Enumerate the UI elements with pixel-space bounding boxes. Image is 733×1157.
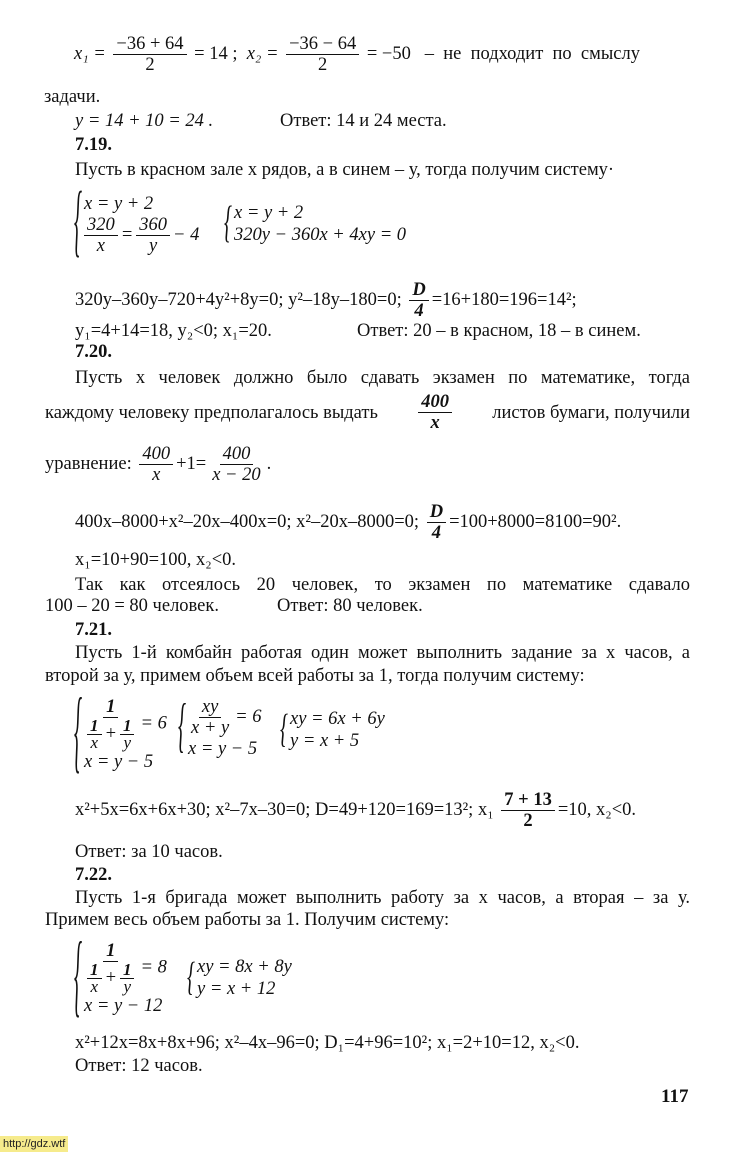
numerator: 7 + 13	[501, 790, 555, 811]
brace-icon: {	[74, 926, 82, 1028]
denominator: x	[430, 413, 440, 433]
numerator: 1	[87, 718, 102, 735]
numerator: 1	[87, 962, 102, 979]
calc-line	[75, 502, 621, 543]
denominator: x	[90, 977, 99, 996]
text: листов бумаги, получили	[492, 402, 690, 423]
numerator: 400	[418, 392, 452, 413]
equation: x = y − 5	[84, 752, 154, 772]
x1-label: x₁ =	[74, 43, 106, 64]
x2-label: x₂ =	[246, 43, 279, 64]
brace-icon: {	[74, 178, 82, 266]
numerator: −36 + 64	[113, 34, 186, 55]
denominator: x	[96, 235, 105, 256]
fraction	[286, 34, 359, 75]
equation: x = y − 5	[188, 738, 258, 759]
answer: Ответ: 14 и 24 места.	[280, 111, 447, 131]
denominator: y	[123, 733, 131, 752]
equation: 320y − 360x + 4xy = 0	[234, 225, 407, 245]
equation: x = y + 2	[234, 203, 304, 223]
calc-text: 400x–8000+x²–20x–400x=0; x²–20x–8000=0;	[75, 511, 420, 532]
equals: = 6	[140, 713, 167, 734]
calc-line: x²+12x=8x+8x+96; x²–4x–96=0; D₁=4+96=10²; x₁=2+10=12, x₂<0.	[75, 1033, 580, 1053]
remark: – не подходит по смыслу	[424, 43, 640, 64]
fraction	[113, 34, 186, 75]
denominator: 2	[318, 55, 328, 75]
equation	[188, 697, 262, 738]
brace-icon: {	[224, 198, 232, 248]
remark-continued: задачи.	[44, 87, 101, 107]
numerator: 360	[136, 215, 170, 236]
calc-line	[75, 280, 577, 321]
calc-text: 320y–360y–720+4y²+8y=0; y²–18y–180=0;	[75, 289, 402, 310]
denominator: x	[152, 465, 161, 485]
paragraph: 100 – 20 = 80 человек.	[45, 596, 220, 616]
equation-system	[74, 926, 167, 1028]
brace-icon: {	[178, 693, 186, 760]
equation	[84, 697, 167, 751]
plus: +	[104, 723, 117, 744]
equation-system	[224, 200, 406, 248]
calc-text: =16+180=196=14²;	[431, 289, 577, 310]
numerator: 320	[84, 215, 118, 236]
numerator: D	[409, 280, 428, 301]
brace-icon: {	[280, 707, 288, 751]
paragraph: Пусть х человек должно было сдавать экзамен по математике, тогда	[75, 368, 690, 388]
denominator: x − 20	[212, 465, 261, 485]
answer: Ответ: за 10 часов.	[75, 842, 223, 862]
paragraph: Примем весь объем работы за 1. Получим систему:	[45, 910, 450, 930]
paragraph: Пусть 1-я бригада может выполнить работу за х часов, а вторая – за у.	[75, 888, 690, 908]
denominator: x + y	[191, 717, 230, 738]
roots-line	[74, 34, 640, 75]
paragraph: второй за у, примем объем всей работы за 1, тогда получим систему:	[45, 666, 585, 686]
equation-line	[45, 444, 271, 485]
calc-text: =100+8000=8100=90².	[449, 511, 622, 532]
equals: = 6	[235, 706, 262, 727]
term: +1=	[176, 453, 207, 474]
problem-heading: 7.22.	[75, 865, 112, 885]
paragraph	[45, 392, 690, 433]
denominator: 2	[145, 55, 155, 75]
denominator: 2	[523, 811, 533, 831]
problem-heading: 7.20.	[75, 342, 112, 362]
equation-system	[74, 178, 200, 266]
calc-text: =10, x₂<0.	[557, 799, 637, 820]
equation-system	[187, 956, 292, 1000]
roots-line: x₁=10+90=100, x₂<0.	[75, 550, 237, 570]
paragraph: Так как отсеялось 20 человек, то экзамен по математике сдавало	[75, 575, 690, 595]
calc-line	[75, 790, 636, 831]
brace-icon: {	[74, 682, 82, 784]
answer: Ответ: 12 часов.	[75, 1056, 203, 1076]
equation: x = y + 2	[84, 193, 154, 214]
denominator: y	[149, 235, 158, 256]
plus: +	[104, 967, 117, 988]
y-calc: y = 14 + 10 = 24 .	[75, 111, 214, 131]
equation: y = x + 12	[197, 979, 276, 999]
equation: xy = 8x + 8y	[197, 957, 292, 977]
page-number: 117	[661, 1086, 689, 1107]
answer: Ответ: 20 – в красном, 18 – в синем.	[357, 321, 641, 341]
denominator: x	[90, 733, 99, 752]
term: − 4	[172, 224, 200, 245]
paragraph: Пусть 1-й комбайн работая один может выполнить задание за х часов, а	[75, 643, 690, 663]
numerator: 400	[139, 444, 173, 465]
numerator: −36 − 64	[286, 34, 359, 55]
numerator: xy	[199, 697, 221, 718]
denominator: y	[123, 977, 131, 996]
denominator: 4	[414, 301, 424, 321]
numerator: 1	[120, 718, 135, 735]
equation-system	[178, 693, 262, 760]
numerator: 1	[103, 697, 118, 718]
equation-system	[74, 682, 167, 784]
brace-icon: {	[187, 955, 195, 999]
label: уравнение:	[45, 453, 132, 474]
numerator: 1	[120, 962, 135, 979]
answer: Ответ: 80 человек.	[277, 596, 423, 616]
x2-result: = −50	[366, 43, 411, 64]
equation	[84, 941, 167, 995]
equals: = 8	[140, 957, 167, 978]
problem-heading: 7.19.	[75, 135, 112, 155]
paragraph: Пусть в красном зале х рядов, а в синем – у, тогда получим систему·	[75, 160, 615, 180]
numerator: D	[427, 502, 446, 523]
equation-system	[280, 708, 385, 752]
roots-line: y₁=4+14=18, y₂<0; x₁=20.	[75, 321, 272, 341]
equation: x = y − 12	[84, 996, 163, 1016]
problem-heading: 7.21.	[75, 620, 112, 640]
calc-text: x²+5x=6x+6x+30; x²–7x–30=0; D=49+120=169=13²; x₁	[75, 799, 494, 820]
watermark-link[interactable]: http://gdz.wtf	[0, 1136, 68, 1152]
equals: =	[120, 224, 134, 245]
numerator: 400	[220, 444, 254, 465]
equation	[84, 215, 199, 256]
equation: xy = 6x + 6y	[290, 709, 385, 729]
term: .	[266, 453, 272, 474]
text: каждому человеку предполагалось выдать	[45, 402, 378, 423]
x1-result: = 14 ;	[194, 43, 238, 64]
numerator: 1	[103, 941, 118, 962]
denominator: 4	[431, 523, 441, 543]
equation: y = x + 5	[290, 731, 360, 751]
